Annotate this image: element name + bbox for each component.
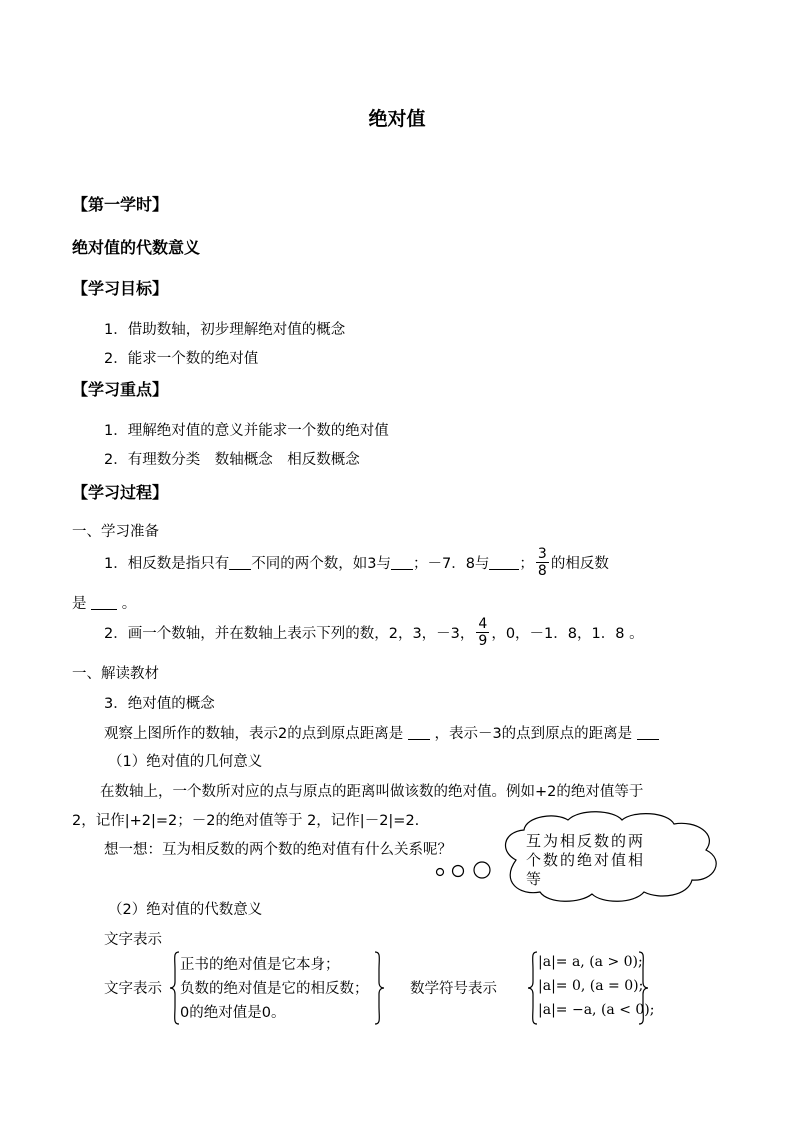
text-case-line: 正书的绝对值是它本身；: [180, 957, 340, 973]
question-1: [104, 540, 609, 584]
right-brace-icon: [636, 950, 650, 1026]
session-heading: 【第一学时】: [72, 195, 169, 214]
text-repr-label: 文字表示: [104, 981, 162, 997]
fraction-numerator: 3: [537, 545, 547, 562]
answer-blank[interactable]: [391, 555, 413, 570]
q1-text-f: 是: [72, 596, 87, 612]
q1-text-e: 的相反数: [550, 555, 609, 572]
question-2: [104, 610, 644, 654]
answer-blank[interactable]: [408, 725, 430, 740]
q1-text-d: ；: [519, 555, 534, 572]
math-case-line: |a|= −a, (a < 0);: [538, 1002, 655, 1018]
geo-heading: （1）绝对值的几何意义: [108, 754, 263, 770]
concept-heading: 3．绝对值的概念: [104, 696, 215, 712]
keypoint-item: 1．理解绝对值的意义并能求一个数的绝对值: [104, 423, 389, 439]
q1-text-b: 不同的两个数，如3与: [251, 555, 391, 572]
think-question: 想一想：互为相反数的两个数的绝对值有什么关系呢？: [104, 842, 452, 858]
alg-heading: （2）绝对值的代数意义: [108, 902, 263, 918]
math-repr-label: 数学符号表示: [410, 981, 497, 997]
read-heading: 一、解读教材: [72, 666, 159, 682]
observe-text-a: 观察上图所作的数轴，表示2的点到原点距离是: [104, 726, 404, 742]
observe-text: [104, 722, 659, 743]
bubble-line: 互为相反数的两: [526, 832, 646, 850]
keypoint-item: 2．有理数分类 数轴概念 相反数概念: [104, 452, 360, 468]
math-case-line: |a|= a, (a > 0);: [538, 954, 643, 970]
answer-blank[interactable]: [91, 595, 117, 610]
answer-blank[interactable]: [637, 725, 659, 740]
section-subtitle: 绝对值的代数意义: [72, 238, 201, 257]
page-title: 绝对值: [368, 108, 426, 130]
goals-heading: 【学习目标】: [72, 279, 169, 298]
fraction-3-8: [536, 546, 549, 579]
text-case-line: 0的绝对值是0。: [180, 1005, 286, 1021]
keypoints-heading: 【学习重点】: [72, 380, 169, 399]
answer-blank[interactable]: [229, 555, 251, 570]
text-case-line: 负数的绝对值是它的相反数；: [180, 981, 369, 997]
bubble-line: 个数的绝对值相: [526, 851, 646, 869]
fraction-denominator: 9: [478, 632, 488, 649]
fraction-4-9: [476, 616, 489, 649]
answer-blank[interactable]: [489, 555, 519, 570]
fraction-numerator: 4: [478, 615, 488, 632]
q1-text-c: ；－7．8与: [412, 555, 490, 572]
geo-text-line-2: 2，记作|+2|=2；－2的绝对值等于 2，记作|－2|=2.: [72, 813, 420, 829]
fraction-denominator: 8: [537, 562, 547, 579]
math-case-line: |a|= 0, (a = 0);: [538, 978, 644, 994]
bubble-text: [526, 832, 706, 890]
text-repr-heading: 文字表示: [104, 932, 162, 948]
prep-heading: 一、学习准备: [72, 524, 159, 540]
geo-text-line-1: 在数轴上，一个数所对应的点与原点的距离叫做该数的绝对值。例如+2的绝对值等于: [100, 784, 644, 800]
process-heading: 【学习过程】: [72, 483, 169, 502]
q2-text-b: ，0，－1．8，1．8 。: [491, 625, 644, 642]
q1-text-g: 。: [121, 596, 137, 612]
right-brace-icon: [372, 950, 386, 1026]
bubble-line: 等: [526, 870, 544, 888]
goal-item: 2．能求一个数的绝对值: [104, 351, 259, 367]
q1-text-a: 1．相反数是指只有: [104, 555, 230, 572]
goal-item: 1．借助数轴，初步理解绝对值的概念: [104, 322, 346, 338]
observe-text-b: ，表示－3的点到原点的距离是: [434, 726, 633, 742]
q2-text-a: 2．画一个数轴，并在数轴上表示下列的数，2，3，－3，: [104, 625, 475, 642]
